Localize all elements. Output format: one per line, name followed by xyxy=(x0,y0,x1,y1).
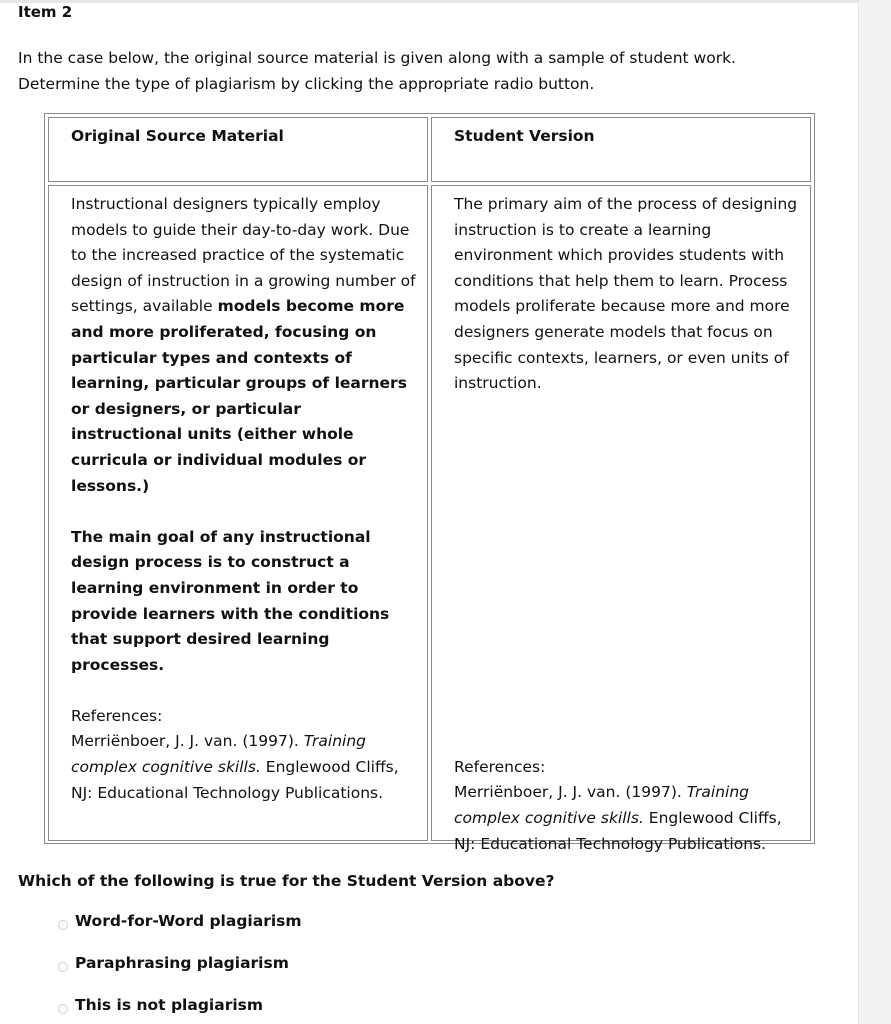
source-header: Original Source Material xyxy=(71,127,284,145)
option-label[interactable]: This is not plagiarism xyxy=(75,996,264,1014)
radio-paraphrasing[interactable] xyxy=(58,962,68,972)
source-para1-plain: Instructional designers typically employ models to guide their day-to-day work. Due to the increased practice of the systematic design of instruction in a growing number of settings, available xyxy=(71,195,416,316)
radio-not-plagiarism[interactable] xyxy=(58,1004,68,1014)
student-header-cell xyxy=(431,117,811,182)
student-text xyxy=(454,192,799,857)
source-text xyxy=(71,192,416,806)
source-para1-bold: models become more and more proliferated, focusing on particular types and contexts of learning, particular groups of learners or designers, or particular instructional units (either whole curricula or individual modules or lessons.) xyxy=(71,297,407,495)
reference-book-title: Training complex cognitive skills. xyxy=(71,732,366,777)
comparison-table xyxy=(44,113,815,853)
radio-word-for-word[interactable] xyxy=(58,920,68,930)
source-paragraph-1 xyxy=(71,192,416,499)
option-paraphrasing[interactable] xyxy=(58,954,289,972)
option-label[interactable]: Paraphrasing plagiarism xyxy=(75,954,289,972)
reference-publisher: Englewood Cliffs, NJ: Educational Technology Publications. xyxy=(454,808,782,853)
student-header: Student Version xyxy=(454,127,595,145)
reference-author: Merriënboer, J. J. van. (1997). xyxy=(454,783,682,802)
top-divider xyxy=(0,0,858,3)
option-label[interactable]: Word-for-Word plagiarism xyxy=(75,912,302,930)
reference-publisher: Englewood Cliffs, NJ: Educational Technology Publications. xyxy=(71,758,399,802)
student-body-cell xyxy=(431,185,811,853)
student-paragraph: The primary aim of the process of designing instruction is to create a learning environment which provides students with conditions that help them to learn. Process models proliferate because more and more designers generate models that focus on specific contexts, learners, or even units of instruction. xyxy=(454,195,798,393)
source-body-cell xyxy=(48,185,428,841)
question-text: Which of the following is true for the Student Version above? xyxy=(18,872,555,890)
source-paragraph-2: The main goal of any instructional design process is to construct a learning environment in order to provide learners with the conditions that support desired learning processes. xyxy=(71,527,390,674)
option-word-for-word[interactable] xyxy=(58,912,302,930)
source-references xyxy=(71,704,416,806)
option-not-plagiarism[interactable] xyxy=(58,996,263,1014)
references-label: References: xyxy=(454,757,546,776)
references-label: References: xyxy=(71,706,163,725)
source-header-cell xyxy=(48,117,428,182)
instructions-line-2: Determine the type of plagiarism by clicking the appropriate radio button. xyxy=(18,74,595,93)
item-title: Item 2 xyxy=(18,3,73,21)
student-references xyxy=(454,755,799,857)
instructions xyxy=(18,46,818,97)
reference-author: Merriënboer, J. J. van. (1997). xyxy=(71,732,299,751)
instructions-line-1: In the case below, the original source material is given along with a sample of student work. xyxy=(18,49,736,67)
vertical-scrollbar[interactable] xyxy=(858,0,891,1024)
reference-book-title: Training complex cognitive skills. xyxy=(454,783,749,827)
